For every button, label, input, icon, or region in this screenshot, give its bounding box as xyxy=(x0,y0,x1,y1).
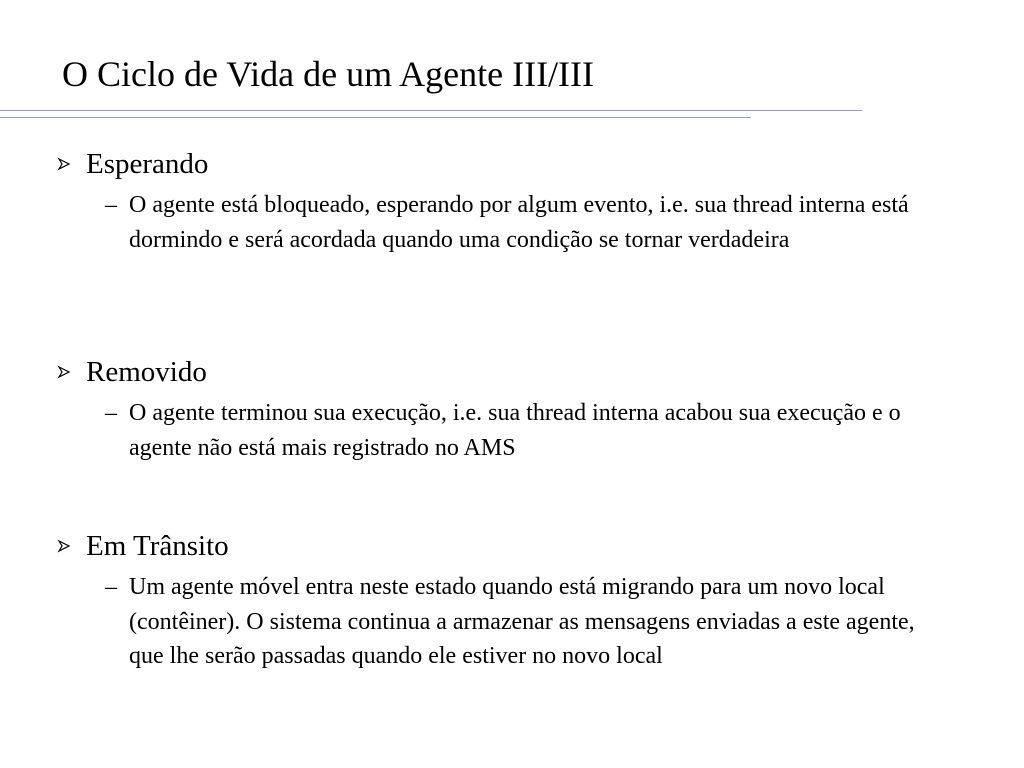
bullet-section-esperando xyxy=(56,146,976,257)
bullet-section-em-transito xyxy=(56,528,976,674)
arrow-bullet-icon xyxy=(56,364,72,380)
bullet-body-text: Um agente móvel entra neste estado quando está migrando para um novo local (contêiner). O sistema continua a armazenar as mensagens enviadas a este agente, que lhe serão passadas quando ele estiver no novo local xyxy=(129,574,915,669)
bullet-section-removido xyxy=(56,354,976,465)
dash-marker: – xyxy=(105,192,117,218)
bullet-body-text: O agente está bloqueado, esperando por algum evento, i.e. sua thread interna está dormindo e será acordada quando uma condição se tornar verdadeira xyxy=(129,192,909,253)
bullet-heading: Removido xyxy=(86,356,207,388)
dash-marker: – xyxy=(105,400,117,426)
slide-title: O Ciclo de Vida de um Agente III/III xyxy=(62,54,595,94)
arrow-bullet-icon xyxy=(56,538,72,554)
bullet-heading: Esperando xyxy=(86,148,209,180)
arrow-bullet-icon xyxy=(56,156,72,172)
bullet-heading: Em Trânsito xyxy=(86,530,229,562)
bullet-body-text: O agente terminou sua execução, i.e. sua thread interna acabou sua execução e o agente não está mais registrado no AMS xyxy=(129,400,901,461)
title-rule-bottom xyxy=(0,117,751,118)
dash-marker: – xyxy=(105,574,117,600)
title-rule-top xyxy=(0,110,862,111)
